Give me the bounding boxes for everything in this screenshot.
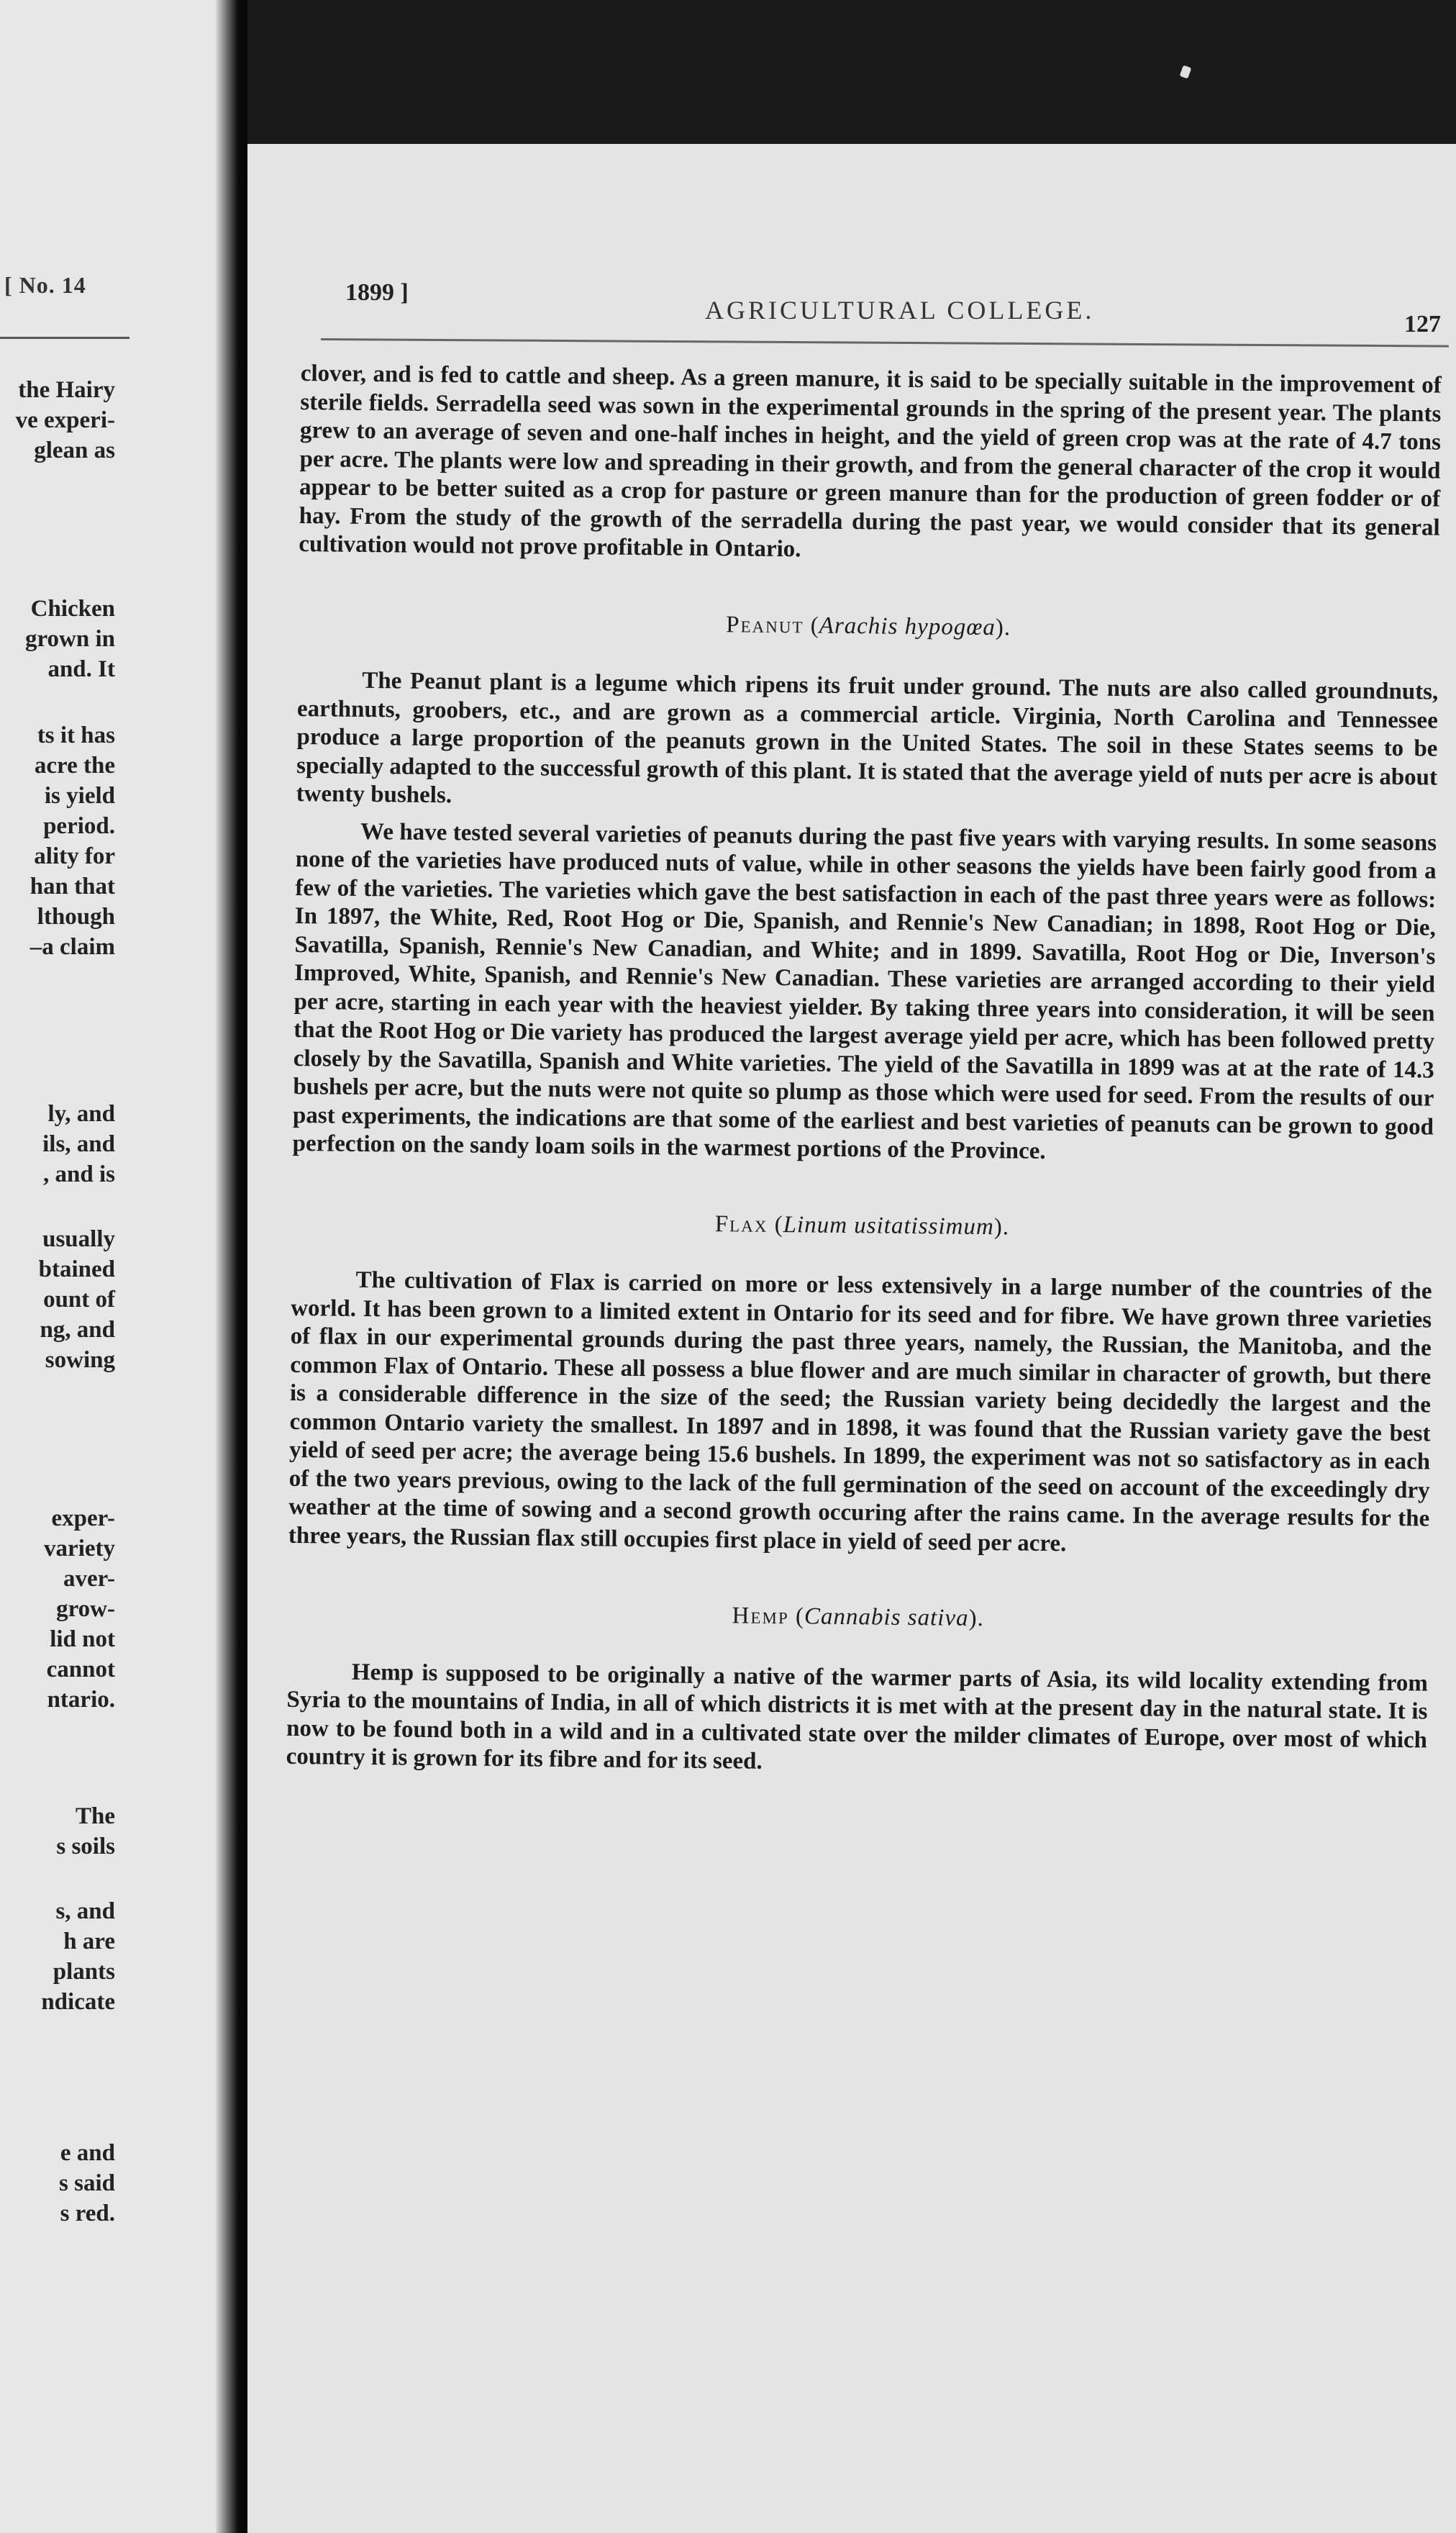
header-year: 1899 ]	[345, 279, 409, 306]
left-fragment: s soils	[56, 1834, 115, 1859]
left-fragment: ly, and	[47, 1101, 115, 1127]
left-fragment: grow-	[56, 1596, 115, 1622]
section-heading-hemp: Hemp (Cannabis sativa).	[732, 1603, 985, 1632]
left-fragment: Chicken	[30, 596, 115, 622]
left-fragment: btained	[38, 1256, 115, 1282]
left-fragment: lthough	[37, 904, 115, 930]
left-fragment: acre the	[34, 753, 115, 779]
left-fragment: grown in	[24, 626, 115, 652]
left-fragment: The	[75, 1803, 115, 1829]
left-fragment: , and is	[43, 1161, 115, 1187]
left-fragment: glean as	[34, 438, 115, 463]
left-fragment: h are	[63, 1929, 115, 1954]
left-fragment: s red.	[60, 2201, 115, 2226]
left-fragment: cannot	[46, 1657, 115, 1682]
peanut-paragraph: The Peanut plant is a legume which ripens its fruit under ground. The nuts are also called groundnuts, earthnuts, groobers, etc., and are grown as a commercial article. Virginia, North Carolina and Tennessee produce a large proportion of the peanuts grown in the United States. The soil in these States seems to be specially adapted to the successful growth of this plant. It is stated that the average yield of nuts per acre is about twenty bushels.	[296, 667, 1439, 809]
left-fragment: and. It	[47, 656, 115, 682]
book-binding-gutter	[216, 0, 247, 2533]
page-number: 127	[1404, 311, 1441, 337]
left-fragment: s, and	[55, 1898, 115, 1924]
left-fragment: is yield	[44, 783, 115, 809]
section-latin-name: Cannabis sativa	[804, 1603, 969, 1631]
left-fragment: –a claim	[29, 934, 115, 960]
scan-speck	[1180, 65, 1192, 78]
section-heading-peanut: Peanut (Arachis hypogœa).	[726, 611, 1011, 640]
left-page-text-fragments	[0, 0, 216, 2533]
left-fragment: ality for	[34, 843, 115, 869]
left-fragment: han that	[29, 874, 115, 900]
left-facing-page	[0, 0, 216, 2533]
left-fragment: plants	[53, 1959, 115, 1985]
left-fragment: ils, and	[42, 1131, 115, 1157]
section-title: Peanut	[726, 611, 804, 638]
section-latin-name: Arachis hypogœa	[819, 612, 996, 640]
left-fragment: s said	[59, 2170, 115, 2196]
left-fragment: ndicate	[41, 1989, 115, 2015]
peanut-paragraph: We have tested several varieties of peanuts during the past five years with varying results. In some seasons none of the varieties have produced nuts of value, while in other seasons the yields have been fairly good from a few of the varieties. The varieties which gave the best satisfaction in each of the past three years were as follows: In 1897, the White, Red, Root Hog or Die, Spanish, and Rennie's New Canadian; in 1898, Root Hog or Die, Savatilla, Spanish, Rennie's New Canadian, and White; and in 1899. Savatilla, Root Hog or Die, Inverson's Improved, White, Spanish, and Rennie's New Canadian. These varieties are arranged according to their yield per acre, starting in each year with the heaviest yielder. By taking three years into consideration, it will be seen that the Root Hog or Die variety has produced the largest average yield per acre, which has been followed pretty closely by the Savatilla, Spanish and White varieties. The yield of the Savatilla in 1899 was at at the rate of 14.3 bushels per acre, but the nuts were not quite so plump as those which were used for seed. From the results of our past experiments, the indications are that some of the earliest and best varieties of peanuts can be grown to good perfection on the sandy loam soils in the warmest portions of the Province.	[292, 818, 1437, 1164]
section-heading-flax: Flax (Linum usitatissimum).	[714, 1210, 1010, 1240]
left-page-header: [ No. 14	[4, 272, 86, 298]
left-fragment: period.	[43, 813, 115, 839]
left-fragment: sowing	[45, 1347, 115, 1373]
left-fragment: lid not	[50, 1626, 115, 1652]
hemp-paragraph: Hemp is supposed to be originally a native of the warmer parts of Asia, its wild locality extending from Syria to the mountains of India, in all of which districts it is met with at the present day in the natural state. It is now to be found both in a wild and in a cultivated state over the milder climates of Europe, over most of which country it is grown for its fibre and for its seed.	[286, 1659, 1429, 1775]
left-fragment: usually	[42, 1226, 115, 1252]
left-fragment: ts it has	[37, 722, 115, 748]
left-fragment: exper-	[51, 1505, 115, 1531]
left-fragment: e and	[60, 2140, 115, 2166]
left-fragment: ve experi-	[15, 407, 115, 433]
left-fragment: aver-	[63, 1566, 115, 1592]
left-fragment: variety	[44, 1536, 115, 1562]
section-title: Flax	[714, 1210, 768, 1238]
left-fragment: the Hairy	[18, 377, 115, 403]
flax-paragraph: The cultivation of Flax is carried on more or less extensively in a large number of the countries of the world. It has been grown to a limited extent in Ontario for its seed and for fibre. We have grown three varieties of flax in our experimental grounds during the past three years, namely, the Russian, the Manitoba, and the common Flax of Ontario. These all possess a blue flower and are much similar in character of growth, but there is a considerable difference in the size of the seed; the Russian variety being decidedly the largest and the common Ontario variety the smallest. In 1897 and in 1898, it was found that the Russian variety gave the best yield of seed per acre; the average being 15.6 bushels. In 1899, the experiment was not so satisfactory as in each of the two years previous, owing to the lack of the full germination of the seed on account of the exceedingly dry weather at the time of sowing and a second growth occuring after the rains came. In the average results for the three years, the Russian flax still occupies first place in yield of seed per acre.	[288, 1266, 1432, 1556]
running-header	[345, 279, 1456, 337]
section-latin-name: Linum usitatissimum	[783, 1211, 995, 1240]
page-body	[286, 360, 1442, 1792]
left-fragment: ount of	[43, 1287, 115, 1313]
intro-paragraph: clover, and is fed to cattle and sheep. As a green manure, it is said to be specially suitable in the improvement of sterile fields. Serradella seed was sown in the experimental grounds in the spring of the present year. The plants grew to an average of seven and one-half inches in height, and the yield of green crop was at the rate of 4.7 tons per acre. The plants were low and spreading in their growth, and from the general character of the crop it would appear to be better suited as a crop for pasture or green manure than for the production of green fodder or of hay. From the study of the growth of the serradella during the past year, we would consider that its general cultivation would not prove profitable in Ontario.	[299, 360, 1442, 563]
header-title: AGRICULTURAL COLLEGE.	[705, 296, 1095, 325]
left-fragment: ntario.	[47, 1687, 115, 1713]
left-fragment: ng, and	[40, 1317, 115, 1343]
section-title: Hemp	[732, 1603, 789, 1630]
